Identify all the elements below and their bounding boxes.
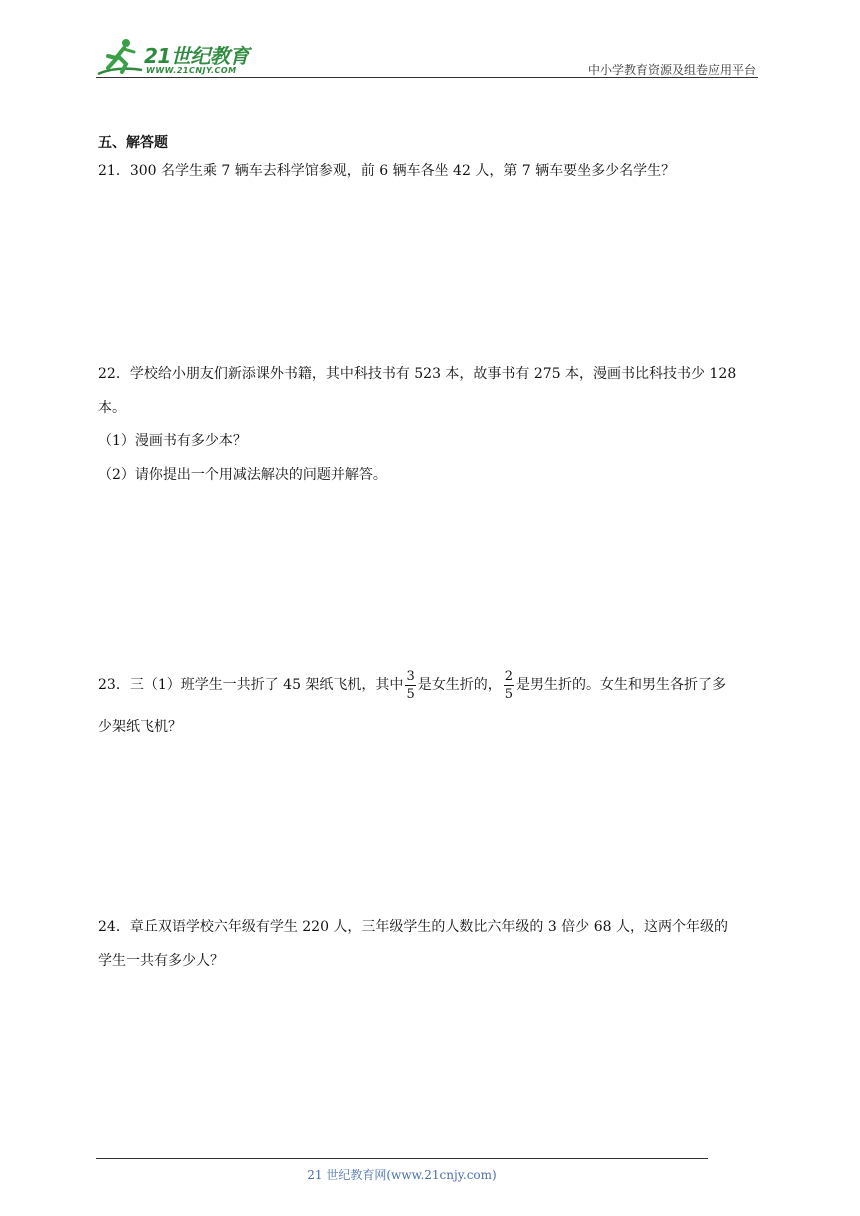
question-23-part3: 是男生折的。女生和男生各折了多	[516, 677, 726, 693]
section-title: 五、解答题	[98, 135, 168, 151]
runner-logo-icon	[96, 36, 144, 80]
header-divider	[96, 77, 758, 78]
question-22-sub1: （1）漫画书有多少本？	[98, 433, 247, 449]
footer-divider	[96, 1158, 708, 1159]
logo-title: 21世纪教育	[144, 44, 249, 68]
question-23-part1: 23．三（1）班学生一共折了 45 架纸飞机，其中	[98, 677, 404, 693]
question-22-line2: 本。	[98, 400, 126, 416]
fraction-two-fifths: $\frac{2}{5}$	[504, 668, 513, 702]
question-22-sub2: （2）请你提出一个用减法解决的问题并解答。	[98, 467, 387, 483]
question-24-line1: 24．章丘双语学校六年级有学生 220 人，三年级学生的人数比六年级的 3 倍少 68 人，这两个年级的	[98, 919, 728, 935]
logo-subtitle: WWW.21CNJY.COM	[146, 66, 237, 75]
question-22-line1: 22．学校给小朋友们新添课外书籍，其中科技书有 523 本，故事书有 275 本，漫画书比科技书少 128	[98, 366, 737, 382]
site-logo	[96, 36, 266, 80]
question-23-line1	[98, 666, 726, 704]
fraction-three-fifths: $\frac{3}{5}$	[406, 668, 415, 702]
question-24-line2: 学生一共有多少人？	[98, 953, 224, 969]
question-21: 21．300 名学生乘 7 辆车去科学馆参观，前 6 辆车各坐 42 人，第 7 辆车要坐多少名学生？	[98, 163, 676, 179]
question-23-line2: 少架纸飞机？	[98, 719, 182, 735]
footer-text: 21 世纪教育网(www.21cnjy.com)	[307, 1168, 497, 1182]
platform-name: 中小学教育资源及组卷应用平台	[587, 63, 756, 77]
question-23-part2: 是女生折的，	[417, 677, 502, 693]
page-header	[96, 30, 756, 80]
